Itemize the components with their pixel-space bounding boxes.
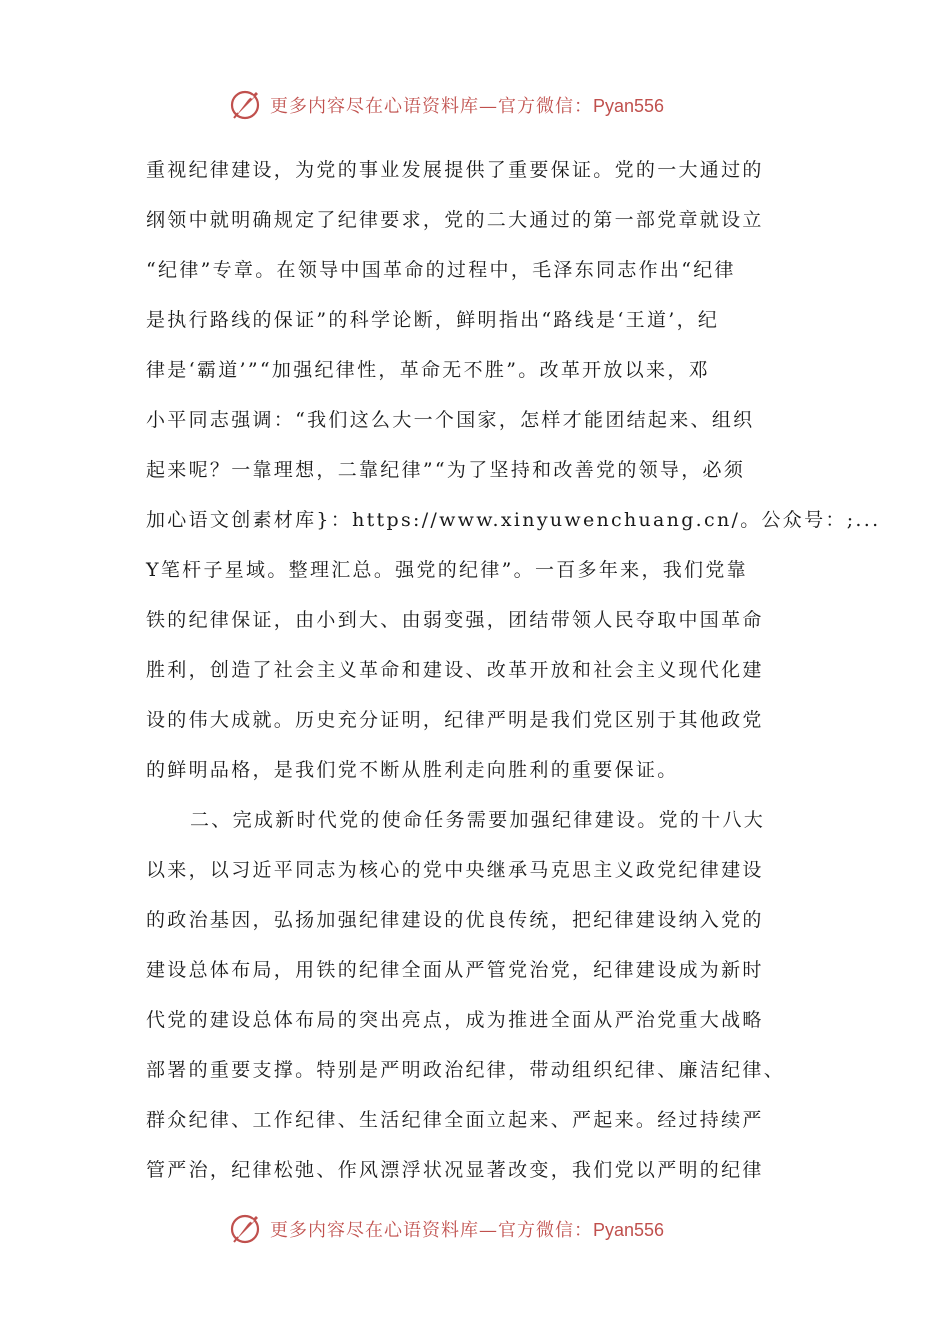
text-line: 纲领中就明确规定了纪律要求，党的二大通过的第一部党章就设立 — [146, 209, 764, 231]
header-banner — [0, 86, 950, 126]
text-line: 胜利，创造了社会主义革命和建设、改革开放和社会主义现代化建 — [146, 659, 764, 681]
text-line: 起来呢？一靠理想，二靠纪律”“为了坚持和改善党的领导，必须 — [146, 459, 746, 481]
pen-nib-logo-icon — [228, 86, 264, 122]
text-line: 以来，以习近平同志为核心的党中央继承马克思主义政党纪律建设 — [146, 859, 764, 881]
text-line: 代党的建设总体布局的突出亮点，成为推进全面从严治党重大战略 — [146, 1009, 764, 1031]
banner-wechat-id: Pyan556 — [593, 1220, 665, 1240]
document-body — [146, 148, 881, 1198]
text-line: 是执行路线的保证”的科学论断，鲜明指出“路线是‘王道’，纪 — [146, 309, 720, 331]
text-line: 重视纪律建设，为党的事业发展提供了重要保证。党的一大通过的 — [146, 159, 764, 181]
text-line: 管严治，纪律松弛、作风漂浮状况显著改变，我们党以严明的纪律 — [146, 1159, 764, 1181]
text-line: 的鲜明品格，是我们党不断从胜利走向胜利的重要保证。 — [146, 759, 679, 781]
text-line: 建设总体布局，用铁的纪律全面从严管党治党，纪律建设成为新时 — [146, 959, 764, 981]
banner-wechat-id: Pyan556 — [593, 96, 665, 116]
text-line: 铁的纪律保证，由小到大、由弱变强，团结带领人民夺取中国革命 — [146, 609, 764, 631]
text-line: 设的伟大成就。历史充分证明，纪律严明是我们党区别于其他政党 — [146, 709, 764, 731]
banner-label: 更多内容尽在心语资料库—官方微信： — [270, 1220, 593, 1241]
banner-label: 更多内容尽在心语资料库—官方微信： — [270, 96, 593, 117]
text-line: Y笔杆子星域。整理汇总。强党的纪律”。一百多年来，我们党靠 — [146, 559, 748, 581]
text-line: 律是‘霸道’”“加强纪律性，革命无不胜”。改革开放以来，邓 — [146, 359, 710, 381]
text-line: 群众纪律、工作纪律、生活纪律全面立起来、严起来。经过持续严 — [146, 1109, 764, 1131]
text-line: 部署的重要支撑。特别是严明政治纪律，带动组织纪律、廉洁纪律、 — [146, 1059, 786, 1081]
text-line: 小平同志强调：“我们这么大一个国家，怎样才能团结起来、组织 — [146, 409, 755, 431]
text-line: “纪律”专章。在领导中国革命的过程中，毛泽东同志作出“纪律 — [146, 259, 736, 281]
paragraph-start-line: 二、完成新时代党的使命任务需要加强纪律建设。党的十八大 — [190, 809, 766, 831]
pen-nib-logo-icon — [228, 1210, 264, 1246]
text-line-with-url: 加心语文创素材库}：https://www.xinyuwenchuang.cn/。公众号：;... — [146, 509, 881, 531]
banner-text — [270, 92, 664, 118]
footer-banner — [0, 1210, 950, 1250]
text-line: 的政治基因，弘扬加强纪律建设的优良传统，把纪律建设纳入党的 — [146, 909, 764, 931]
banner-text — [270, 1216, 664, 1242]
